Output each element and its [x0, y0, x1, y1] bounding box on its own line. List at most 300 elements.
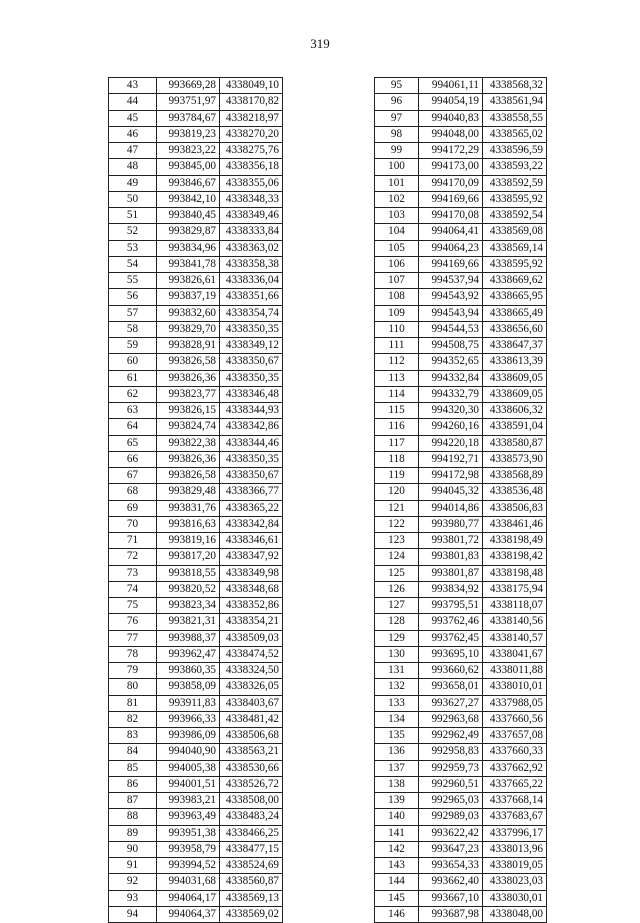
y-coordinate-cell: 4338198,49	[483, 533, 547, 549]
table-row	[375, 289, 547, 305]
y-coordinate-cell: 4338358,38	[220, 256, 283, 272]
table-row	[109, 256, 283, 272]
x-coordinate-cell: 993832,60	[157, 305, 220, 321]
table-row	[109, 273, 283, 289]
page-number: 319	[310, 36, 330, 51]
table-row	[375, 468, 547, 484]
table-row	[109, 240, 283, 256]
table-row	[109, 630, 283, 646]
table-row	[109, 143, 283, 159]
point-number-cell: 72	[109, 549, 157, 565]
table-row	[375, 370, 547, 386]
table-row	[375, 841, 547, 857]
y-coordinate-cell: 4338363,02	[220, 240, 283, 256]
table-row	[375, 78, 547, 94]
table-row	[109, 159, 283, 175]
y-coordinate-cell: 4338561,94	[483, 94, 547, 110]
point-number-cell: 75	[109, 598, 157, 614]
x-coordinate-cell: 994048,00	[419, 126, 483, 142]
y-coordinate-cell: 4338647,37	[483, 338, 547, 354]
y-coordinate-cell: 4338344,46	[220, 435, 283, 451]
table-row	[375, 110, 547, 126]
point-number-cell: 77	[109, 630, 157, 646]
x-coordinate-cell: 992963,68	[419, 711, 483, 727]
x-coordinate-cell: 993817,20	[157, 549, 220, 565]
x-coordinate-cell: 993983,21	[157, 793, 220, 809]
table-row	[109, 484, 283, 500]
y-coordinate-cell: 4338366,77	[220, 484, 283, 500]
table-row	[375, 793, 547, 809]
x-coordinate-cell: 993660,62	[419, 663, 483, 679]
table-row	[375, 549, 547, 565]
y-coordinate-cell: 4338569,02	[220, 906, 283, 922]
y-coordinate-cell: 4338198,42	[483, 549, 547, 565]
y-coordinate-cell: 4338019,05	[483, 858, 547, 874]
x-coordinate-cell: 993834,96	[157, 240, 220, 256]
y-coordinate-cell: 4338011,88	[483, 663, 547, 679]
x-coordinate-cell: 994045,32	[419, 484, 483, 500]
point-number-cell: 120	[375, 484, 419, 500]
x-coordinate-cell: 994543,94	[419, 305, 483, 321]
x-coordinate-cell: 993784,67	[157, 110, 220, 126]
point-number-cell: 99	[375, 143, 419, 159]
y-coordinate-cell: 4338354,21	[220, 614, 283, 630]
y-coordinate-cell: 4338508,00	[220, 793, 283, 809]
table-row	[109, 533, 283, 549]
table-row	[109, 451, 283, 467]
table-row	[109, 126, 283, 142]
table-row	[109, 435, 283, 451]
y-coordinate-cell: 4338461,46	[483, 516, 547, 532]
y-coordinate-cell: 4338326,05	[220, 679, 283, 695]
x-coordinate-cell: 994064,23	[419, 240, 483, 256]
table-row	[109, 419, 283, 435]
point-number-cell: 132	[375, 679, 419, 695]
y-coordinate-cell: 4338346,61	[220, 533, 283, 549]
point-number-cell: 85	[109, 760, 157, 776]
table-row	[375, 419, 547, 435]
point-number-cell: 126	[375, 581, 419, 597]
y-coordinate-cell: 4338665,95	[483, 289, 547, 305]
y-coordinate-cell: 4337660,33	[483, 744, 547, 760]
y-coordinate-cell: 4338350,35	[220, 370, 283, 386]
x-coordinate-cell: 993818,55	[157, 565, 220, 581]
point-number-cell: 145	[375, 890, 419, 906]
x-coordinate-cell: 993845,00	[157, 159, 220, 175]
point-number-cell: 131	[375, 663, 419, 679]
point-number-cell: 53	[109, 240, 157, 256]
table-row	[109, 858, 283, 874]
x-coordinate-cell: 994169,66	[419, 256, 483, 272]
y-coordinate-cell: 4338344,93	[220, 403, 283, 419]
x-coordinate-cell: 993687,98	[419, 906, 483, 922]
table-row	[375, 321, 547, 337]
y-coordinate-cell: 4338558,55	[483, 110, 547, 126]
y-coordinate-cell: 4338336,04	[220, 273, 283, 289]
point-number-cell: 124	[375, 549, 419, 565]
table-row	[375, 858, 547, 874]
point-number-cell: 141	[375, 825, 419, 841]
point-number-cell: 54	[109, 256, 157, 272]
table-row	[109, 695, 283, 711]
y-coordinate-cell: 4338348,33	[220, 191, 283, 207]
table-row	[375, 143, 547, 159]
x-coordinate-cell: 993829,70	[157, 321, 220, 337]
point-number-cell: 43	[109, 78, 157, 94]
x-coordinate-cell: 994508,75	[419, 338, 483, 354]
y-coordinate-cell: 4338509,03	[220, 630, 283, 646]
point-number-cell: 98	[375, 126, 419, 142]
y-coordinate-cell: 4338350,67	[220, 468, 283, 484]
x-coordinate-cell: 992960,51	[419, 776, 483, 792]
x-coordinate-cell: 993795,51	[419, 598, 483, 614]
table-row	[109, 760, 283, 776]
x-coordinate-cell: 993820,52	[157, 581, 220, 597]
table-row	[375, 630, 547, 646]
y-coordinate-cell: 4338013,96	[483, 841, 547, 857]
point-number-cell: 87	[109, 793, 157, 809]
y-coordinate-cell: 4338560,87	[220, 874, 283, 890]
point-number-cell: 89	[109, 825, 157, 841]
table-row	[109, 305, 283, 321]
point-number-cell: 61	[109, 370, 157, 386]
table-row	[109, 744, 283, 760]
point-number-cell: 52	[109, 224, 157, 240]
y-coordinate-cell: 4338349,12	[220, 338, 283, 354]
x-coordinate-cell: 993828,91	[157, 338, 220, 354]
y-coordinate-cell: 4338333,84	[220, 224, 283, 240]
x-coordinate-cell: 993826,15	[157, 403, 220, 419]
x-coordinate-cell: 994001,51	[157, 776, 220, 792]
point-number-cell: 108	[375, 289, 419, 305]
point-number-cell: 84	[109, 744, 157, 760]
x-coordinate-cell: 993911,83	[157, 695, 220, 711]
table-row	[109, 94, 283, 110]
x-coordinate-cell: 993846,67	[157, 175, 220, 191]
table-row	[109, 549, 283, 565]
point-number-cell: 105	[375, 240, 419, 256]
y-coordinate-cell: 4338592,54	[483, 208, 547, 224]
x-coordinate-cell: 992965,03	[419, 793, 483, 809]
x-coordinate-cell: 993841,78	[157, 256, 220, 272]
x-coordinate-cell: 993622,42	[419, 825, 483, 841]
x-coordinate-cell: 993816,63	[157, 516, 220, 532]
y-coordinate-cell: 4338595,92	[483, 191, 547, 207]
x-coordinate-cell: 994064,17	[157, 890, 220, 906]
y-coordinate-cell: 4338270,20	[220, 126, 283, 142]
y-coordinate-cell: 4338350,35	[220, 321, 283, 337]
y-coordinate-cell: 4338591,04	[483, 419, 547, 435]
y-coordinate-cell: 4338580,87	[483, 435, 547, 451]
y-coordinate-cell: 4338140,57	[483, 630, 547, 646]
y-coordinate-cell: 4338563,21	[220, 744, 283, 760]
y-coordinate-cell: 4338140,56	[483, 614, 547, 630]
x-coordinate-cell: 993826,36	[157, 370, 220, 386]
table-row	[109, 468, 283, 484]
point-number-cell: 50	[109, 191, 157, 207]
point-number-cell: 78	[109, 646, 157, 662]
x-coordinate-cell: 993801,83	[419, 549, 483, 565]
point-number-cell: 115	[375, 403, 419, 419]
y-coordinate-cell: 4338218,97	[220, 110, 283, 126]
table-row	[109, 175, 283, 191]
x-coordinate-cell: 994537,94	[419, 273, 483, 289]
table-row	[109, 403, 283, 419]
x-coordinate-cell: 992989,03	[419, 809, 483, 825]
y-coordinate-cell: 4338010,01	[483, 679, 547, 695]
point-number-cell: 101	[375, 175, 419, 191]
x-coordinate-cell: 994332,79	[419, 386, 483, 402]
y-coordinate-cell: 4338481,42	[220, 711, 283, 727]
x-coordinate-cell: 994192,71	[419, 451, 483, 467]
x-coordinate-cell: 993858,09	[157, 679, 220, 695]
x-coordinate-cell: 993669,28	[157, 78, 220, 94]
y-coordinate-cell: 4337660,56	[483, 711, 547, 727]
x-coordinate-cell: 992959,73	[419, 760, 483, 776]
x-coordinate-cell: 994040,90	[157, 744, 220, 760]
point-number-cell: 137	[375, 760, 419, 776]
y-coordinate-cell: 4338593,22	[483, 159, 547, 175]
x-coordinate-cell: 992962,49	[419, 728, 483, 744]
table-row	[109, 646, 283, 662]
table-row	[375, 565, 547, 581]
table-row	[375, 175, 547, 191]
table-row	[109, 191, 283, 207]
y-coordinate-cell: 4338665,49	[483, 305, 547, 321]
x-coordinate-cell: 993834,92	[419, 581, 483, 597]
point-number-cell: 88	[109, 809, 157, 825]
table-row	[109, 581, 283, 597]
y-coordinate-cell: 4338170,82	[220, 94, 283, 110]
point-number-cell: 68	[109, 484, 157, 500]
x-coordinate-cell: 994543,92	[419, 289, 483, 305]
table-row	[109, 289, 283, 305]
x-coordinate-cell: 994031,68	[157, 874, 220, 890]
y-coordinate-cell: 4338348,68	[220, 581, 283, 597]
table-row	[109, 711, 283, 727]
x-coordinate-cell: 993986,09	[157, 728, 220, 744]
point-number-cell: 142	[375, 841, 419, 857]
x-coordinate-cell: 994260,16	[419, 419, 483, 435]
x-coordinate-cell: 993821,31	[157, 614, 220, 630]
x-coordinate-cell: 993826,36	[157, 451, 220, 467]
x-coordinate-cell: 994014,86	[419, 500, 483, 516]
point-number-cell: 60	[109, 354, 157, 370]
table-row	[375, 516, 547, 532]
x-coordinate-cell: 993860,35	[157, 663, 220, 679]
x-coordinate-cell: 993831,76	[157, 500, 220, 516]
x-coordinate-cell: 994170,08	[419, 208, 483, 224]
point-number-cell: 69	[109, 500, 157, 516]
x-coordinate-cell: 993695,10	[419, 646, 483, 662]
table-row	[375, 354, 547, 370]
y-coordinate-cell: 4338350,35	[220, 451, 283, 467]
table-row	[375, 484, 547, 500]
point-number-cell: 136	[375, 744, 419, 760]
x-coordinate-cell: 993819,16	[157, 533, 220, 549]
point-number-cell: 92	[109, 874, 157, 890]
y-coordinate-cell: 4338569,13	[220, 890, 283, 906]
x-coordinate-cell: 992958,83	[419, 744, 483, 760]
point-number-cell: 127	[375, 598, 419, 614]
point-number-cell: 55	[109, 273, 157, 289]
point-number-cell: 129	[375, 630, 419, 646]
table-row	[109, 516, 283, 532]
x-coordinate-cell: 993801,72	[419, 533, 483, 549]
point-number-cell: 112	[375, 354, 419, 370]
table-row	[375, 679, 547, 695]
table-row	[375, 159, 547, 175]
table-row	[375, 435, 547, 451]
x-coordinate-cell: 993980,77	[419, 516, 483, 532]
x-coordinate-cell: 994064,41	[419, 224, 483, 240]
table-row	[109, 890, 283, 906]
y-coordinate-cell: 4338606,32	[483, 403, 547, 419]
point-number-cell: 91	[109, 858, 157, 874]
x-coordinate-cell: 994170,09	[419, 175, 483, 191]
coordinates-table-left	[108, 77, 283, 923]
y-coordinate-cell: 4338352,86	[220, 598, 283, 614]
point-number-cell: 96	[375, 94, 419, 110]
point-number-cell: 62	[109, 386, 157, 402]
point-number-cell: 46	[109, 126, 157, 142]
x-coordinate-cell: 993819,23	[157, 126, 220, 142]
table-row	[375, 533, 547, 549]
point-number-cell: 56	[109, 289, 157, 305]
x-coordinate-cell: 994173,00	[419, 159, 483, 175]
y-coordinate-cell: 4338365,22	[220, 500, 283, 516]
point-number-cell: 138	[375, 776, 419, 792]
point-number-cell: 104	[375, 224, 419, 240]
table-row	[375, 695, 547, 711]
y-coordinate-cell: 4338592,59	[483, 175, 547, 191]
table-row	[375, 126, 547, 142]
point-number-cell: 76	[109, 614, 157, 630]
y-coordinate-cell: 4338198,48	[483, 565, 547, 581]
x-coordinate-cell: 994220,18	[419, 435, 483, 451]
table-row	[375, 191, 547, 207]
table-row	[109, 776, 283, 792]
table-row	[375, 256, 547, 272]
y-coordinate-cell: 4338403,67	[220, 695, 283, 711]
point-number-cell: 113	[375, 370, 419, 386]
y-coordinate-cell: 4338275,76	[220, 143, 283, 159]
x-coordinate-cell: 994040,83	[419, 110, 483, 126]
table-row	[375, 598, 547, 614]
point-number-cell: 140	[375, 809, 419, 825]
table-row	[109, 825, 283, 841]
table-row	[109, 500, 283, 516]
point-number-cell: 86	[109, 776, 157, 792]
table-row	[109, 386, 283, 402]
table-row	[109, 841, 283, 857]
point-number-cell: 66	[109, 451, 157, 467]
y-coordinate-cell: 4338474,52	[220, 646, 283, 662]
x-coordinate-cell: 994172,98	[419, 468, 483, 484]
point-number-cell: 119	[375, 468, 419, 484]
point-number-cell: 90	[109, 841, 157, 857]
y-coordinate-cell: 4338342,86	[220, 419, 283, 435]
y-coordinate-cell: 4338596,59	[483, 143, 547, 159]
table-row	[375, 728, 547, 744]
x-coordinate-cell: 994544,53	[419, 321, 483, 337]
point-number-cell: 58	[109, 321, 157, 337]
x-coordinate-cell: 994064,37	[157, 906, 220, 922]
table-row	[109, 208, 283, 224]
table-row	[375, 500, 547, 516]
y-coordinate-cell: 4338356,18	[220, 159, 283, 175]
y-coordinate-cell: 4338023,03	[483, 874, 547, 890]
x-coordinate-cell: 993962,47	[157, 646, 220, 662]
y-coordinate-cell: 4338536,48	[483, 484, 547, 500]
point-number-cell: 116	[375, 419, 419, 435]
point-number-cell: 48	[109, 159, 157, 175]
point-number-cell: 118	[375, 451, 419, 467]
table-row	[109, 614, 283, 630]
point-number-cell: 44	[109, 94, 157, 110]
coordinates-table-right	[374, 77, 547, 923]
y-coordinate-cell: 4338350,67	[220, 354, 283, 370]
table-row	[375, 581, 547, 597]
table-row	[109, 663, 283, 679]
table-row	[375, 224, 547, 240]
point-number-cell: 139	[375, 793, 419, 809]
point-number-cell: 128	[375, 614, 419, 630]
x-coordinate-cell: 993762,45	[419, 630, 483, 646]
x-coordinate-cell: 993658,01	[419, 679, 483, 695]
table-row	[109, 110, 283, 126]
point-number-cell: 80	[109, 679, 157, 695]
x-coordinate-cell: 993647,23	[419, 841, 483, 857]
x-coordinate-cell: 994332,84	[419, 370, 483, 386]
x-coordinate-cell: 993823,34	[157, 598, 220, 614]
table-row	[375, 760, 547, 776]
x-coordinate-cell: 993951,38	[157, 825, 220, 841]
x-coordinate-cell: 993826,58	[157, 468, 220, 484]
table-row	[109, 370, 283, 386]
y-coordinate-cell: 4338506,68	[220, 728, 283, 744]
table-row	[375, 906, 547, 922]
y-coordinate-cell: 4338568,89	[483, 468, 547, 484]
table-row	[375, 646, 547, 662]
y-coordinate-cell: 4338175,94	[483, 581, 547, 597]
point-number-cell: 110	[375, 321, 419, 337]
y-coordinate-cell: 4338524,69	[220, 858, 283, 874]
x-coordinate-cell: 993824,74	[157, 419, 220, 435]
point-number-cell: 97	[375, 110, 419, 126]
table-body	[375, 78, 547, 923]
table-row	[109, 598, 283, 614]
table-row	[375, 776, 547, 792]
y-coordinate-cell: 4338565,02	[483, 126, 547, 142]
x-coordinate-cell: 993662,40	[419, 874, 483, 890]
point-number-cell: 121	[375, 500, 419, 516]
x-coordinate-cell: 994054,19	[419, 94, 483, 110]
y-coordinate-cell: 4338342,84	[220, 516, 283, 532]
x-coordinate-cell: 994352,65	[419, 354, 483, 370]
y-coordinate-cell: 4337668,14	[483, 793, 547, 809]
point-number-cell: 133	[375, 695, 419, 711]
point-number-cell: 49	[109, 175, 157, 191]
point-number-cell: 63	[109, 403, 157, 419]
point-number-cell: 107	[375, 273, 419, 289]
table-row	[375, 403, 547, 419]
table-row	[375, 825, 547, 841]
point-number-cell: 45	[109, 110, 157, 126]
point-number-cell: 67	[109, 468, 157, 484]
x-coordinate-cell: 994172,29	[419, 143, 483, 159]
x-coordinate-cell: 994169,66	[419, 191, 483, 207]
